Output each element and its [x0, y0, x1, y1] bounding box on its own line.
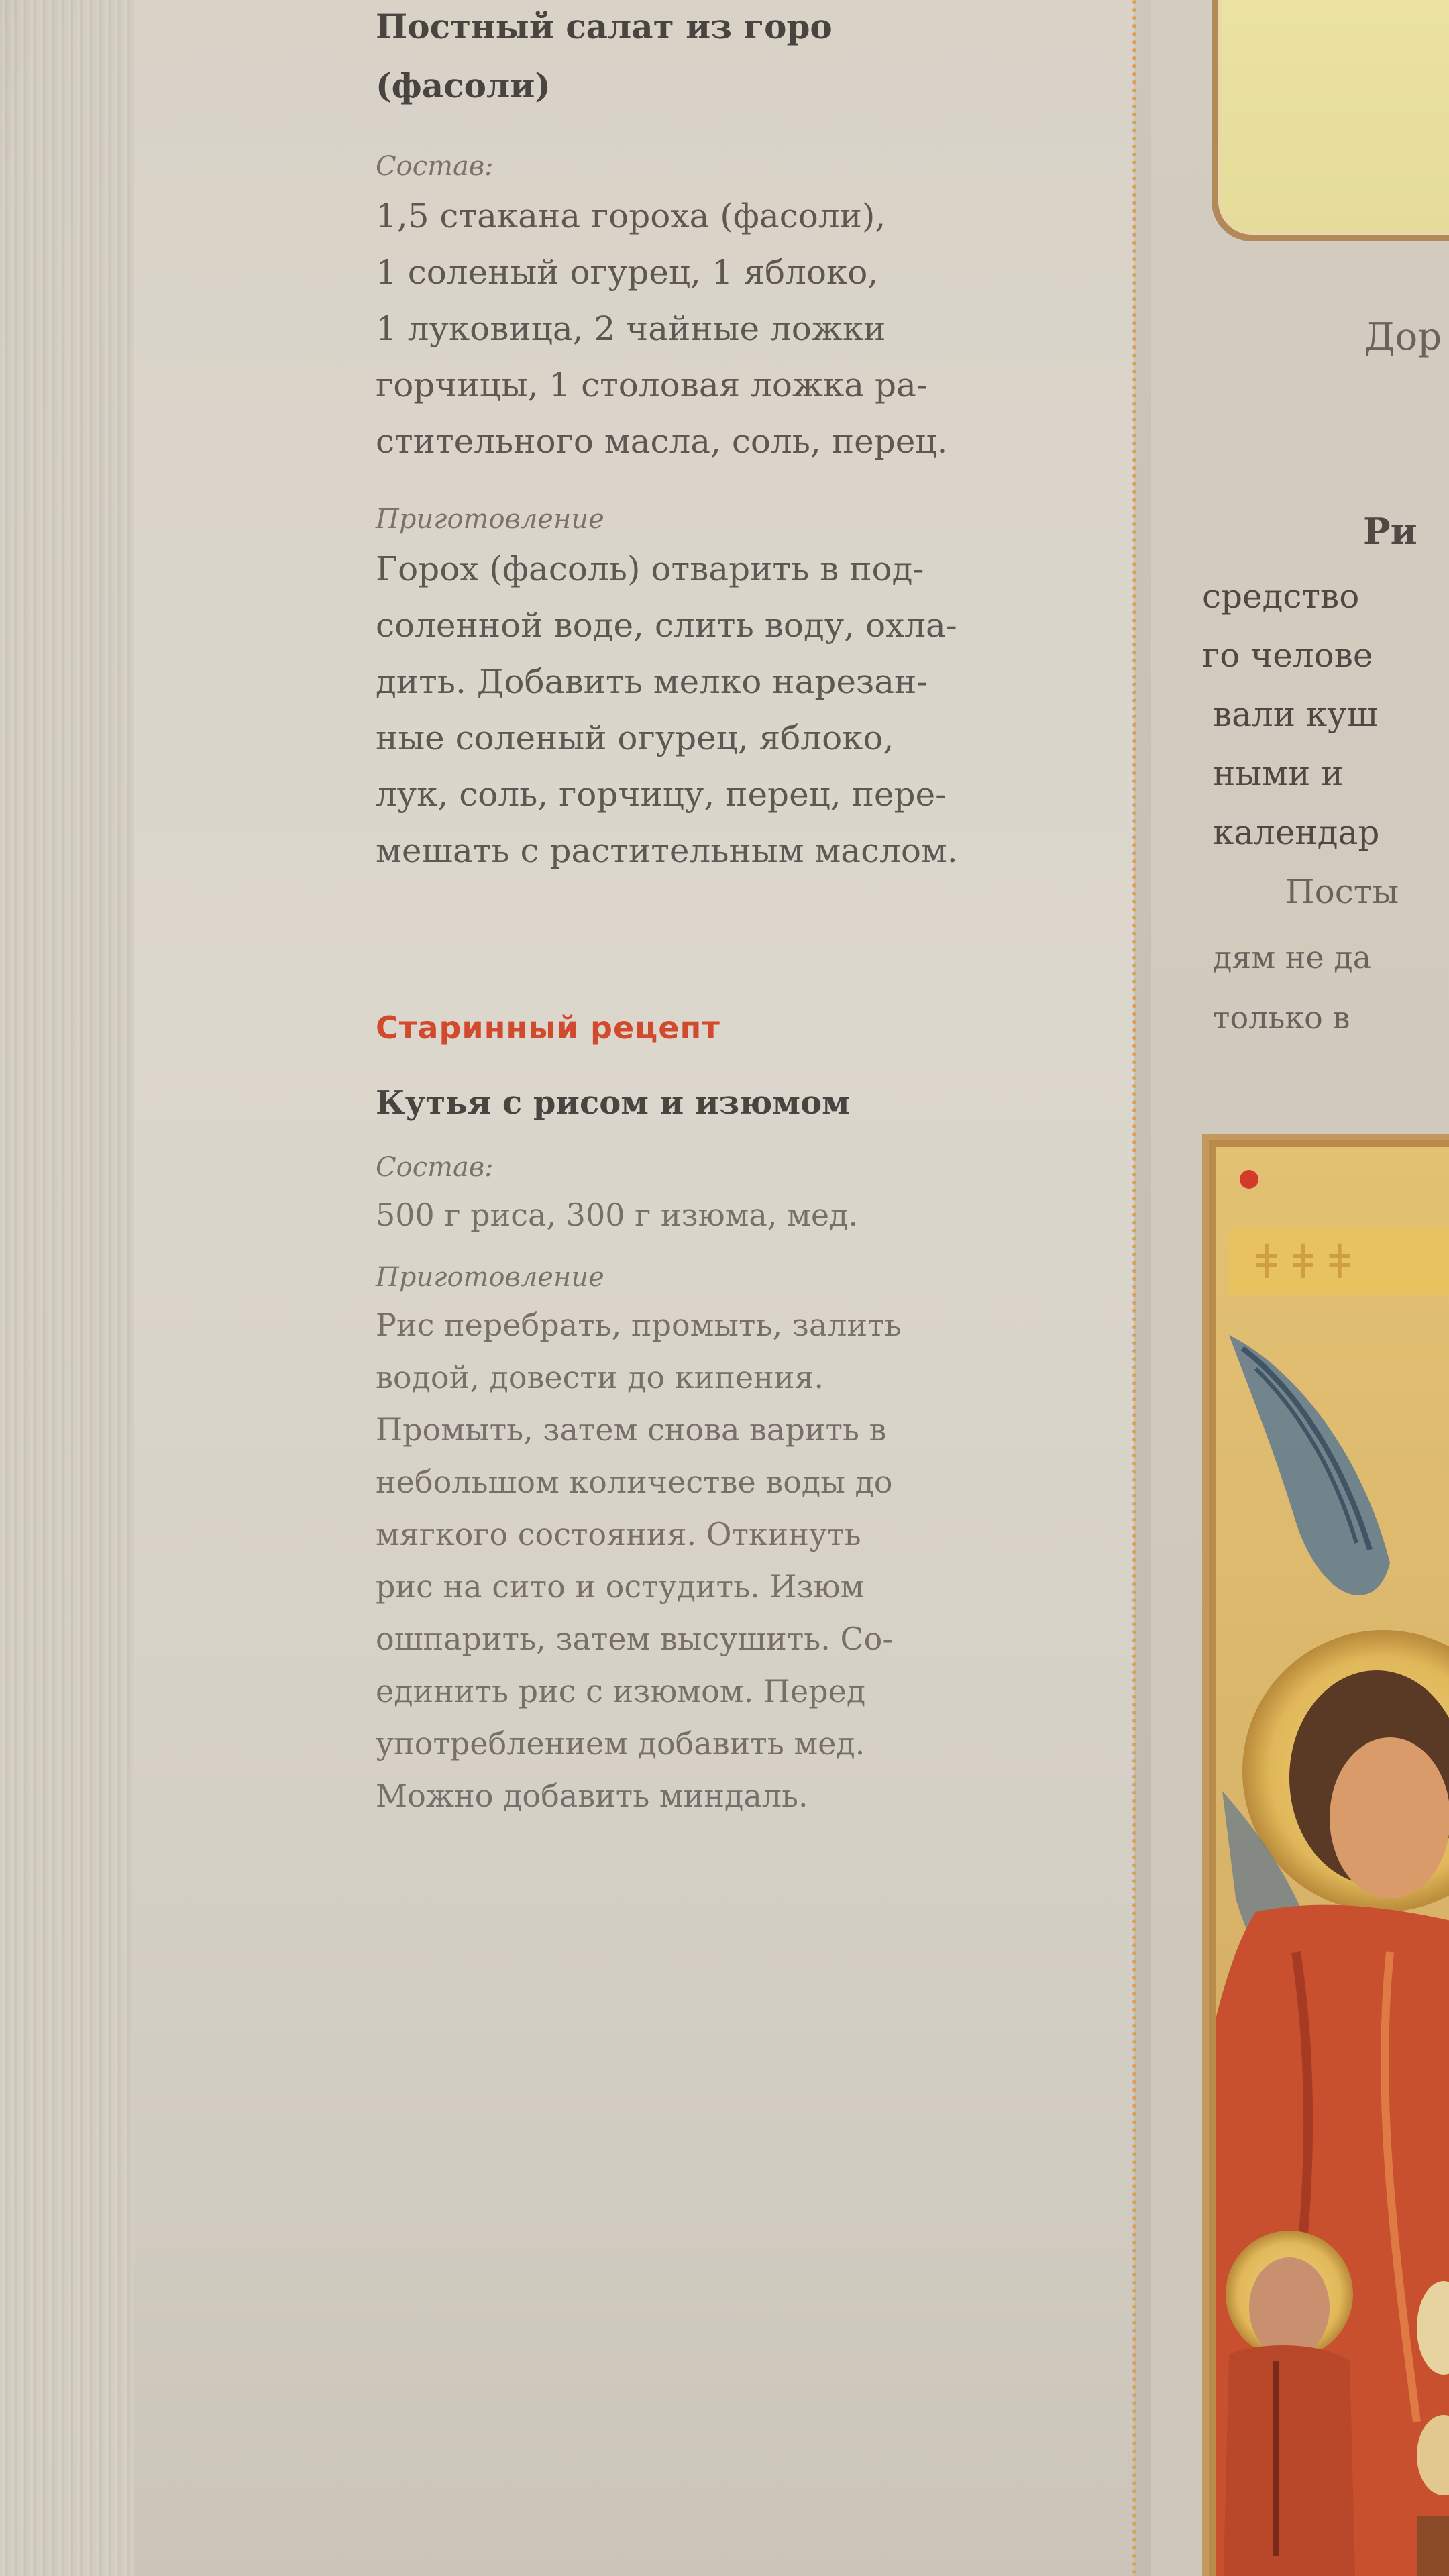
preparation-line: дить. Добавить мелко нарезан- [376, 662, 928, 701]
preparation-line: употреблением добавить мед. [376, 1725, 865, 1762]
ingredients-list [376, 1189, 1114, 1241]
preparation-line: водой, довести до кипения. [376, 1359, 824, 1395]
right-text-line: ными и [1213, 754, 1344, 793]
preparation-text [376, 1299, 1114, 1822]
preparation-line: рис на сито и остудить. Изюм [376, 1568, 865, 1605]
svg-text:ǂ ǂ ǂ: ǂ ǂ ǂ [1256, 1234, 1350, 1289]
ingredients-line: горчицы, 1 столовая ложка ра- [376, 366, 928, 405]
icon-painting [1216, 1147, 1449, 2576]
ingredients-label: Состав: [376, 1152, 494, 1183]
preparation-line: ошпарить, затем высушить. Со- [376, 1621, 893, 1657]
yellow-callout-box [1212, 0, 1449, 241]
right-text-line: го челове [1202, 636, 1373, 675]
orthodox-icon-frame [1202, 1134, 1449, 2576]
ingredients-line: 1 соленый огурец, 1 яблоко, [376, 253, 879, 292]
right-text-line: только в [1213, 1000, 1350, 1036]
right-bold-fragment: Ри [1363, 510, 1417, 553]
preparation-label: Приготовление [376, 504, 604, 535]
preparation-line: небольшом количестве воды до [376, 1464, 893, 1500]
section-label-old-recipe: Старинный рецепт [376, 1010, 720, 1046]
ingredients-label: Состав: [376, 151, 494, 182]
recipe-title-line2: (фасоли) [376, 66, 551, 105]
archangel-icon-illustration [1216, 1147, 1449, 2576]
ingredients-line: 1 луковица, 2 чайные ложки [376, 309, 886, 348]
column-divider [1132, 0, 1136, 2576]
ingredients-line: стительного масла, соль, перец. [376, 422, 948, 461]
ingredients-line: 1,5 стакана гороха (фасоли), [376, 197, 886, 235]
right-page-column [1151, 0, 1449, 2576]
recipe-lenten-salad [376, 0, 1114, 879]
preparation-text [376, 541, 1114, 879]
right-text-line: календар [1213, 813, 1380, 852]
preparation-line: Горох (фасоль) отварить в под- [376, 549, 924, 588]
preparation-label: Приготовление [376, 1262, 604, 1293]
right-text-line: средство [1202, 577, 1360, 616]
recipe-title: Кутья с рисом и изюмом [376, 1084, 850, 1122]
right-text-line: вали куш [1213, 695, 1379, 734]
preparation-line: Можно добавить миндаль. [376, 1778, 808, 1814]
preparation-line: мягкого состояния. Откинуть [376, 1516, 861, 1552]
preparation-line: мешать с растительным маслом. [376, 831, 958, 870]
right-heading-fragment: Дор [1364, 315, 1442, 359]
right-text-line: дям не да [1213, 939, 1371, 975]
preparation-line: единить рис с изюмом. Перед [376, 1673, 866, 1709]
ingredients-list [376, 188, 1114, 470]
preparation-line: лук, соль, горчицу, перец, пере- [376, 775, 947, 814]
preparation-line: соленной воде, слить воду, охла- [376, 606, 957, 645]
preparation-line: Рис перебрать, промыть, залить [376, 1307, 902, 1343]
page-edges [0, 0, 134, 2576]
right-text-line: Посты [1285, 872, 1399, 911]
ingredients-line: 500 г риса, 300 г изюма, мед. [376, 1197, 859, 1233]
recipe-title-line1: Постный салат из горо [376, 7, 833, 46]
preparation-line: Промыть, затем снова варить в [376, 1411, 887, 1448]
recipe-kutya [376, 1006, 1114, 1822]
preparation-line: ные соленый огурец, яблоко, [376, 718, 894, 757]
